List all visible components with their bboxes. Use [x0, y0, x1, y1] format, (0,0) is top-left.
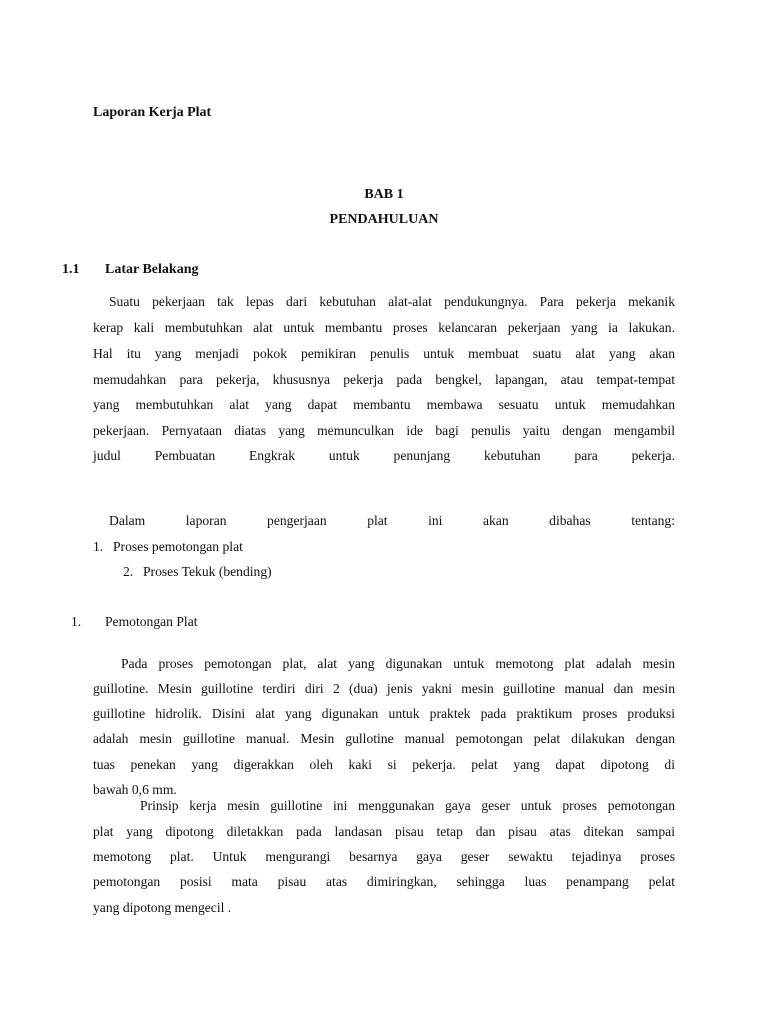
paragraph-line: guillotine. Mesin guillotine terdiri diri 2 (dua) jenis yakni mesin guillotine manual dan mesin [93, 681, 675, 696]
paragraph-line: memudahkan para pekerja, khususnya pekerja pada bengkel, lapangan, atau tempat-tempat [93, 372, 675, 387]
paragraph-line: pekerjaan. Pernyataan diatas yang memunculkan ide bagi penulis yaitu dengan mengambil [93, 423, 675, 438]
paragraph-line: guillotine hidrolik. Disini alat yang digunakan untuk praktek pada praktikum proses produksi [93, 706, 675, 721]
paragraph-line: plat yang dipotong diletakkan pada landasan pisau tetap dan pisau atas ditekan sampai [93, 824, 675, 839]
chapter-title: PENDAHULUAN [329, 212, 439, 227]
topic-number: 2. [123, 564, 134, 579]
paragraph-line: Suatu pekerjaan tak lepas dari kebutuhan alat-alat pendukungnya. Para pekerja mekanik [109, 294, 675, 309]
section-number: 1.1 [62, 262, 80, 277]
paragraph-line: yang dipotong mengecil . [93, 900, 232, 915]
topic-item: Proses Tekuk (bending) [143, 564, 272, 579]
paragraph-line: judul Pembuatan Engkrak untuk penunjang kebutuhan para pekerja. [93, 448, 675, 463]
paragraph-line: bawah 0,6 mm. [93, 782, 177, 797]
document-header-title: Laporan Kerja Plat [93, 105, 212, 120]
subsection-title: Pemotongan Plat [105, 614, 198, 629]
paragraph-line: Prinsip kerja mesin guillotine ini menggunakan gaya geser untuk proses pemotongan [140, 798, 675, 813]
paragraph-line: memotong plat. Untuk mengurangi besarnya gaya geser sewaktu tejadinya proses [93, 849, 675, 864]
paragraph-line: Pada proses pemotongan plat, alat yang digunakan untuk memotong plat adalah mesin [121, 656, 675, 671]
paragraph-line: Hal itu yang menjadi pokok pemikiran penulis untuk membuat suatu alat yang akan [93, 346, 675, 361]
subsection-number: 1. [71, 614, 82, 629]
topic-item: Proses pemotongan plat [113, 539, 243, 554]
section-title: Latar Belakang [105, 262, 199, 277]
paragraph-line: yang membutuhkan alat yang dapat membantu membawa sesuatu untuk memudahkan [93, 397, 675, 412]
chapter-number: BAB 1 [364, 187, 404, 202]
paragraph-line: kerap kali membutuhkan alat untuk membantu proses kelancaran pekerjaan yang ia lakukan. [93, 320, 675, 335]
topics-intro: Dalam laporan pengerjaan plat ini akan dibahas tentang: [109, 513, 675, 528]
paragraph-line: pemotongan posisi mata pisau atas dimiringkan, sehingga luas penampang pelat [93, 874, 675, 889]
topic-number: 1. [93, 539, 104, 554]
paragraph-line: tuas penekan yang digerakkan oleh kaki si pekerja. pelat yang dapat dipotong di [93, 757, 675, 772]
paragraph-line: adalah mesin guillotine manual. Mesin gullotine manual pemotongan pelat dilakukan dengan [93, 731, 675, 746]
